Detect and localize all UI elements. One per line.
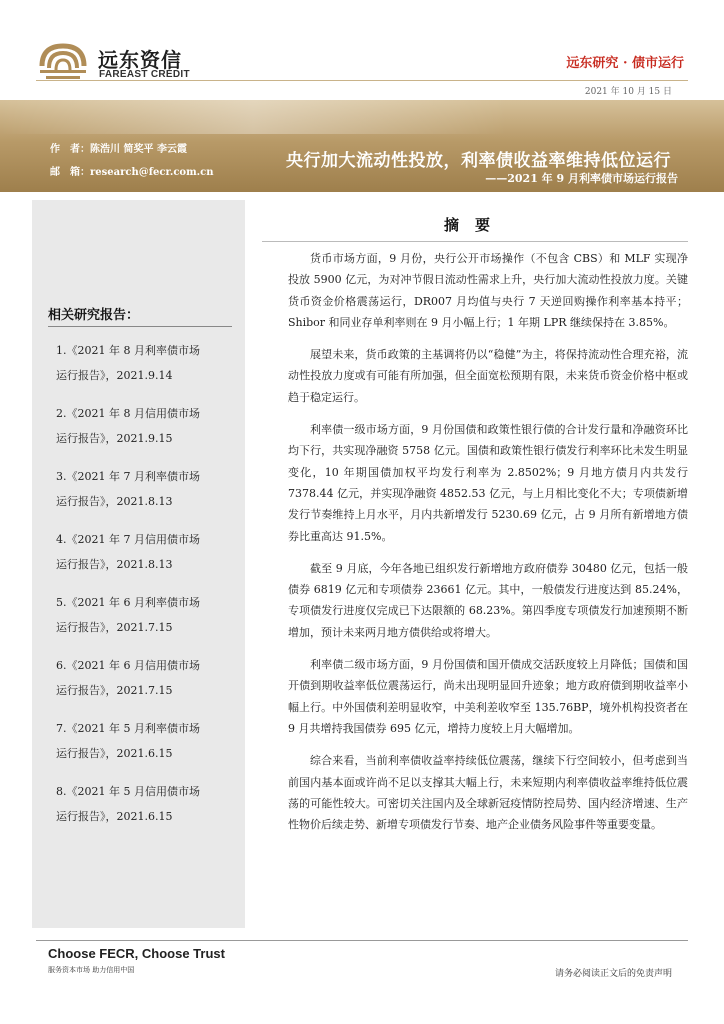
- banner-highlight: [0, 100, 724, 134]
- report-date: 2021 年 10 月 15 日: [584, 87, 672, 97]
- disclaimer-notice[interactable]: 请务必阅读正文后的免责声明: [554, 969, 672, 979]
- contact-email[interactable]: 邮 箱：research@fecr.com.cn: [50, 167, 214, 178]
- report-title: 央行加大流动性投放，利率债收益率维持低位运行: [286, 151, 671, 171]
- related-report-item[interactable]: 1.《2021 年 8 月利率债市场 运行报告》，2021.9.14: [56, 344, 200, 382]
- related-report-item[interactable]: 5.《2021 年 6 月利率债市场 运行报告》，2021.7.15: [56, 596, 200, 634]
- abstract-paragraph: 综合来看，当前利率债收益率持续低位震荡，继续下行空间较小，但考虑到当前国内基本面或许尚不足以支撑其大幅上行，未来短期内利率债收益率维持低位震荡的可能性较大。可密切关注国内及全球新冠疫情防控局势、国内经济增速、生产性物价后续走势、新增专项债发行节奏、地产企业债务风险事件等重要变量。: [288, 754, 688, 832]
- company-name-cn: 远东资信: [98, 48, 182, 72]
- authors: 作 者：陈浩川 简奖平 李云霞: [50, 144, 187, 155]
- related-report-item[interactable]: 7.《2021 年 5 月利率债市场 运行报告》，2021.6.15: [56, 722, 200, 760]
- abstract-paragraph: 展望未来，货币政策的主基调将仍以“稳健”为主，将保持流动性合理充裕，流动性投放力度或有可能有所加强，但全面宽松预期有限，未来货币资金价格中枢或趋于稳定运行。: [288, 348, 688, 404]
- footer-slogan-sub: 服务资本市场 助力信用中国: [48, 966, 135, 974]
- related-reports-list: [56, 338, 234, 842]
- related-report-item[interactable]: 2.《2021 年 8 月信用债市场 运行报告》，2021.9.15: [56, 407, 200, 445]
- footer-divider: [36, 940, 688, 941]
- abstract-heading: 摘要: [444, 216, 507, 234]
- series-label: 远东研究 · 债市运行: [566, 56, 684, 71]
- related-report-item[interactable]: 3.《2021 年 7 月利率债市场 运行报告》，2021.8.13: [56, 470, 200, 508]
- related-report-item[interactable]: 6.《2021 年 6 月信用债市场 运行报告》，2021.7.15: [56, 659, 200, 697]
- related-report-item[interactable]: 8.《2021 年 5 月信用债市场 运行报告》，2021.6.15: [56, 785, 200, 823]
- abstract-paragraph: 利率债二级市场方面，9 月份国债和国开债成交活跃度较上月降低；国债和国开债到期收益率低位震荡运行，尚未出现明显回升迹象；地方政府债到期收益率小幅上行。中外国债利差明显收窄，中美利差收窄至 135.76BP，境外机构投资者在 9 月共增持我国债券 695 亿元，增持力度较上月大幅增加。: [288, 658, 688, 735]
- report-subtitle: ——2021 年 9 月利率债市场运行报告: [485, 172, 678, 185]
- abstract-paragraph: 利率债一级市场方面，9 月份国债和政策性银行债的合计发行量和净融资环比均下行，共实现净融资 5758 亿元。国债和政策性银行债发行利率环比未发生明显变化，10 年期国债加权平均发行利率为 2.8502%；9 月地方债月内共发行 7378.44 亿元，并实现净融资 4852.53 亿元，与上月相比变化不大；专项债新增发行节奏维持上月水平，月内共新增发行 5230.69 亿元，占 9 月所有新增地方债券比重高达 91.5%。: [288, 423, 688, 543]
- abstract-body: [288, 248, 688, 846]
- sidebar-divider: [48, 326, 232, 327]
- company-logo-icon: [38, 40, 88, 82]
- footer-slogan: Choose FECR, Choose Trust: [48, 946, 225, 961]
- abstract-paragraph: 截至 9 月底，今年各地已组织发行新增地方政府债券 30480 亿元，包括一般债券 6819 亿元和专项债券 23661 亿元。其中，一般债发行进度达到 85.24%，专项债发行进度仅完成已下达限额的 68.23%。第四季度专项债发行加速预期不断增加，预计未来两月地方债供给或将增大。: [288, 561, 688, 639]
- abstract-divider: [262, 241, 688, 242]
- abstract-paragraph: 货币市场方面，9 月份，央行公开市场操作（不包含 CBS）和 MLF 实现净投放 5900 亿元，为对冲节假日流动性需求上升，央行加大流动性投放力度。关键货币资金价格震荡运行，DR007 月均值与央行 7 天逆回购操作利率基本持平；Shibor 和同业存单利率则在 9 月小幅上行；1 年期 LPR 继续保持在 3.85%。: [288, 252, 688, 329]
- related-report-item[interactable]: 4.《2021 年 7 月信用债市场 运行报告》，2021.8.13: [56, 533, 200, 571]
- header-divider: [36, 80, 688, 81]
- company-name-en: FAREAST CREDIT: [99, 69, 190, 80]
- related-reports-title: 相关研究报告：: [48, 308, 140, 323]
